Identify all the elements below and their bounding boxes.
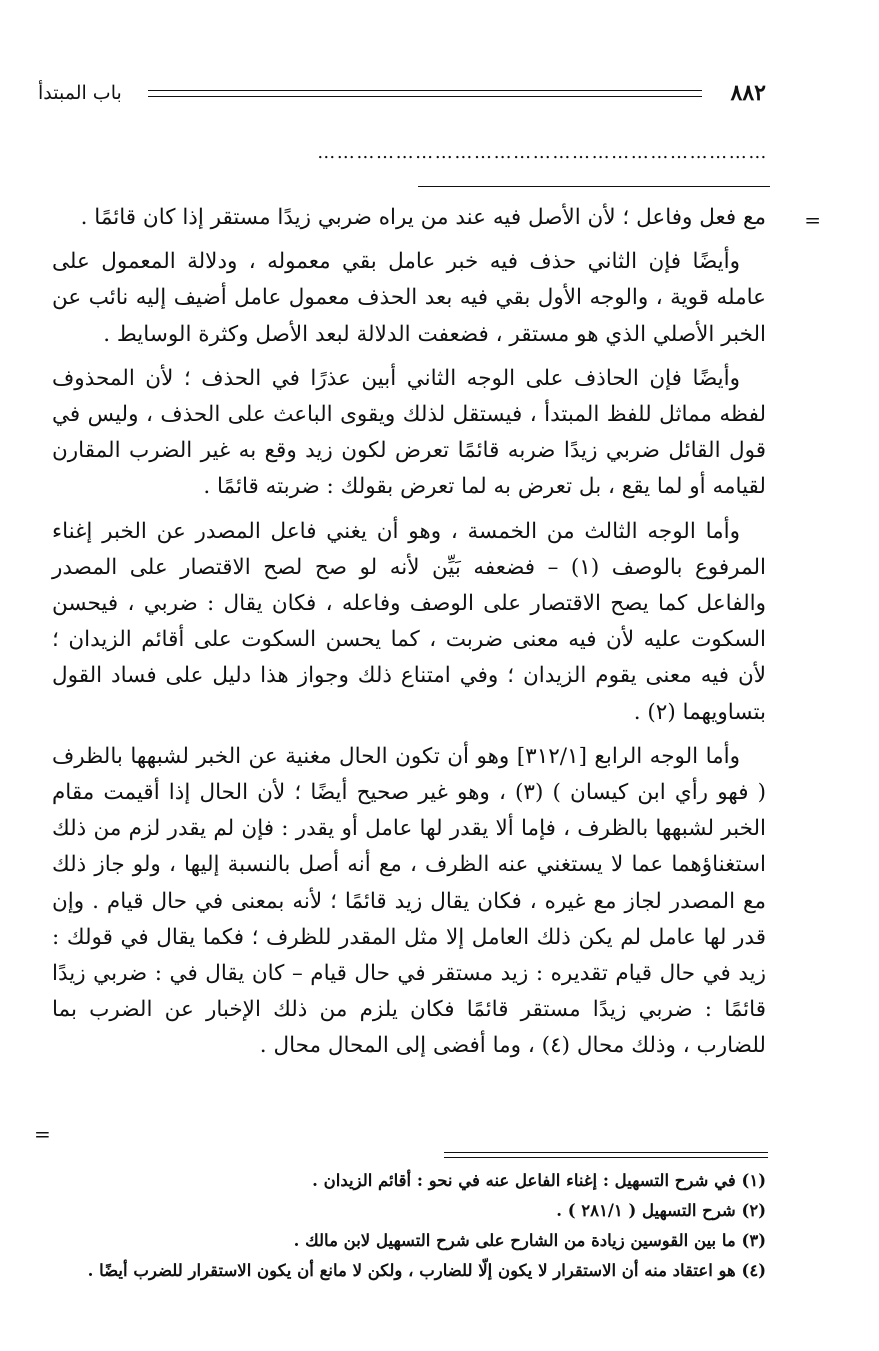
footnote-3: (٣) ما بين القوسين زيادة من الشارح على شرح التسهيل لابن مالك . bbox=[293, 1231, 766, 1250]
footnote-2: (٢) شرح التسهيل ( ٢٨١/١ ) . bbox=[556, 1201, 766, 1220]
footnote-double-rule bbox=[444, 1152, 768, 1158]
footnotes bbox=[52, 1166, 766, 1286]
header-double-rule bbox=[148, 90, 702, 97]
paragraph-1: مع فعل وفاعل ؛ لأن الأصل فيه عند من يراه ضربي زيدًا مستقر إذا كان قائمًا . bbox=[80, 205, 766, 230]
top-short-rule bbox=[418, 186, 770, 187]
main-text bbox=[52, 200, 766, 1073]
continuation-mark-bottom: = bbox=[34, 1122, 51, 1146]
footnote-4: (٤) هو اعتقاد منه أن الاستقرار لا يكون إلّا للضارب ، ولكن لا مانع أن يكون الاستقرار للضرب أيضًا . bbox=[87, 1261, 766, 1280]
page-header bbox=[38, 80, 766, 110]
footnote-1: (١) في شرح التسهيل : إغناء الفاعل عنه في نحو : أقائم الزيدان . bbox=[312, 1171, 766, 1190]
paragraph-5: وأما الوجه الرابع [٣١٢/١] وهو أن تكون الحال مغنية عن الخبر لشبهها بالظرف ( فهو رأي ابن كيسان ) (٣) ، وهو غير صحيح أيضًا ؛ لأن الحال إذا أقيمت مقام الخبر لشبهها بالظرف ، فإما ألا يقدر لها عامل أو يقدر : فإن لم يقدر لزم من ذلك استغناؤهما عما لا يستغني عنه الظرف ، مع أنه أصل بالنسبة إليها ، ولو جاز ذلك مع المصدر لجاز مع غيره ، فكان يقال زيد قائمًا ؛ لأنه بمعنى في حال قيام . وإن قدر لها عامل لم يكن ذلك العامل إلا مثل المقدر للظرف ؛ فكما يقال في قولك : زيد في حال قيام تقديره : زيد مستقر في حال قيام – كان يقال في : ضربي زيدًا قائمًا : ضربي زيدًا مستقر قائمًا فكان يلزم من ذلك الإخبار عن الضرب بما للضارب ، وذلك محال (٤) ، وما أفضى إلى المحال محال . bbox=[52, 743, 767, 1059]
paragraph-2: وأيضًا فإن الثاني حذف فيه خبر عامل بقي معموله ، ودلالة المعمول على عامله قوية ، والوجه الأول بقي فيه بعد الحذف معمول عامل أضيف إليه نائب عن الخبر الأصلي الذي هو مستقر ، فضعفت الدلالة لبعد الأصل وكثرة الوسايط . bbox=[52, 249, 766, 347]
chapter-title: باب المبتدأ bbox=[38, 82, 122, 104]
paragraph-4: وأما الوجه الثالث من الخمسة ، وهو أن يغني فاعل المصدر عن الخبر إغناء المرفوع بالوصف (١) – فضعفه بَيِّن لأنه لو صح لصح الاقتصار على المصدر والفاعل كما يصح الاقتصار على الوصف وفاعله ، فكان يقال : ضربي ، فيحسن السكوت عليه لأن فيه معنى ضربت ، كما يحسن السكوت على أقائم الزيدان ؛ لأن فيه معنى يقوم الزيدان ؛ وفي امتناع ذلك وجواز هذا دليل على فساد القول بتساويهما (٢) . bbox=[52, 518, 766, 725]
continuation-mark-top: = bbox=[804, 208, 821, 232]
paragraph-3: وأيضًا فإن الحاذف على الوجه الثاني أبين عذرًا في الحذف ؛ لأن المحذوف لفظه مماثل للفظ المبتدأ ، فيستقل لذلك ويقوى الباعث على الحذف ، وليس في قول القائل ضربي زيدًا ضربه قائمًا تعرض لكون زيد وقع به غير الضرب المقارن لقيامه أو لما يقع ، بل تعرض به لما تعرض بقولك : ضربته قائمًا . bbox=[52, 365, 766, 500]
page-number: ٨٨٢ bbox=[730, 80, 766, 106]
dotted-separator: …………………………………………………………… bbox=[317, 142, 768, 162]
